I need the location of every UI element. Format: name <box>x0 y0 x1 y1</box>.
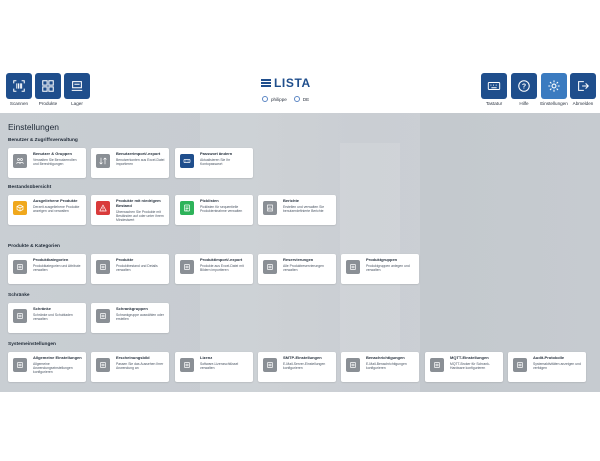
language-selector[interactable]: DE <box>302 96 310 102</box>
borrowed-products-icon <box>13 201 27 215</box>
settings-card-audit-log[interactable] <box>508 352 586 382</box>
reports-icon <box>263 201 277 215</box>
card-description: Systemaktivitäten anzeigen und verfolgen <box>533 361 581 370</box>
card-title: Erscheinungsbild <box>116 355 150 360</box>
card-description: Erstellen und verwalten Sie benutzerdefinierte Berichte <box>283 204 325 213</box>
smtp-icon <box>263 358 277 372</box>
settings-card-categories[interactable] <box>8 254 86 284</box>
bottom-area <box>0 392 600 461</box>
card-title: MQTT-Einstellungen <box>450 355 489 360</box>
warning-icon <box>96 201 110 215</box>
help-icon[interactable] <box>511 73 537 99</box>
settings-card-product-import[interactable] <box>175 254 253 284</box>
card-title: Picklisten <box>200 198 219 203</box>
password-icon <box>180 154 194 168</box>
keyboard-icon[interactable] <box>481 73 507 99</box>
logo-mark-icon <box>261 79 271 88</box>
card-description: E-Mail-Benachrichtigungen konfigurieren <box>366 361 407 370</box>
settings-card-license[interactable] <box>175 352 253 382</box>
settings-card-password[interactable] <box>175 148 253 178</box>
settings-card-users[interactable] <box>8 148 86 178</box>
barcode-scan-icon[interactable] <box>6 73 32 99</box>
user-icon <box>262 96 268 102</box>
settings-card-product-groups[interactable] <box>341 254 419 284</box>
card-title: Passwort ändern <box>200 151 233 156</box>
settings-card-products[interactable] <box>91 254 169 284</box>
users-icon <box>13 154 27 168</box>
card-title: Benutzer & Gruppen <box>33 151 72 156</box>
section-title: Systemeinstellungen <box>8 342 56 347</box>
license-icon <box>180 358 194 372</box>
card-title: Allgemeine Einstellungen <box>33 355 82 360</box>
page-title: Einstellungen <box>8 122 60 132</box>
settings-icon <box>13 358 27 372</box>
section-title: Bestandsübersicht <box>8 185 52 190</box>
card-title: Schränke <box>33 306 52 311</box>
card-description: Alle Produktreservierungen verwalten <box>283 263 324 272</box>
storage-label: Lager <box>71 101 83 106</box>
card-title: Produktgruppen <box>366 257 398 262</box>
card-description: Derzeit ausgeliehene Produkte anzeigen und verwalten <box>33 204 80 213</box>
appearance-icon <box>96 358 110 372</box>
reservations-icon <box>263 260 277 274</box>
card-description: Produktkategorien und Attribute verwalten <box>33 263 81 272</box>
card-title: Lizenz <box>200 355 213 360</box>
settings-card-import-export[interactable] <box>91 148 169 178</box>
card-title: Reservierungen <box>283 257 314 262</box>
audit-log-icon <box>513 358 527 372</box>
grid-products-icon[interactable] <box>35 73 61 99</box>
settings-label: Einstellungen <box>540 101 568 106</box>
user-name[interactable]: philippe <box>271 96 287 102</box>
keyboard-label: Tastatur <box>485 101 503 106</box>
mqtt-icon <box>430 358 444 372</box>
card-title: Produkte mit niedrigem Bestand <box>116 198 161 208</box>
products-label: Produkte <box>38 101 58 106</box>
card-title: Schrankgruppen <box>116 306 148 311</box>
import-export-icon <box>96 154 110 168</box>
picklist-icon <box>180 201 194 215</box>
categories-icon <box>13 260 27 274</box>
card-title: Produkte <box>116 257 134 262</box>
card-description: Überwachen Sie Produkte mit Beständen auf oder unter ihrem Mindestwert <box>116 209 164 222</box>
settings-card-mqtt[interactable] <box>425 352 503 382</box>
settings-card-cabinet[interactable] <box>8 303 86 333</box>
background-cabinet-door <box>340 143 400 363</box>
settings-card-notifications[interactable] <box>341 352 419 382</box>
card-title: Berichte <box>283 198 300 203</box>
card-title: Produktimport/-export <box>200 257 243 262</box>
card-description: MQTT-Broker für Schrank-Hardware konfigurieren <box>450 361 490 370</box>
card-description: Benutzerkonten aus Excel-Datei importieren <box>116 157 165 166</box>
card-description: Schrankgruppe auswählen oder erstellen <box>116 312 164 321</box>
card-description: Allgemeine Anwendungseinstellungen konfigurieren <box>33 361 73 374</box>
product-groups-icon <box>346 260 360 274</box>
settings-card-settings[interactable] <box>8 352 86 382</box>
products-icon <box>96 260 110 274</box>
svg-text:?: ? <box>521 83 527 91</box>
gear-icon[interactable] <box>541 73 567 99</box>
section-title: Schränke <box>8 293 30 298</box>
brand-logo <box>261 77 311 89</box>
help-label: Hilfe <box>519 101 529 106</box>
product-import-icon <box>180 260 194 274</box>
globe-icon <box>294 96 300 102</box>
settings-card-appearance[interactable] <box>91 352 169 382</box>
card-description: Produkte aus Excel-Datei mit Bildern importieren <box>200 263 244 272</box>
brand-name: LISTA <box>274 76 311 90</box>
card-title: Benachrichtigungen <box>366 355 405 360</box>
card-description: Schränke und Schubladen verwalten <box>33 312 73 321</box>
section-title: Produkte & Kategorien <box>8 244 60 249</box>
settings-card-borrowed-products[interactable] <box>8 195 86 225</box>
storage-icon[interactable] <box>64 73 90 99</box>
cabinet-group-icon <box>96 309 110 323</box>
card-title: Benutzerimport/-export <box>116 151 161 156</box>
card-title: SMTP-Einstellungen <box>283 355 322 360</box>
card-description: Produktgruppen anlegen und verwalten <box>366 263 410 272</box>
section-title: Benutzer & Zugriffsverwaltung <box>8 138 78 143</box>
cabinet-icon <box>13 309 27 323</box>
logout-icon[interactable] <box>570 73 596 99</box>
settings-card-smtp[interactable] <box>258 352 336 382</box>
card-description: Picklisten für sequentielle Produktentnahme verwalten <box>200 204 243 213</box>
settings-card-cabinet-group[interactable] <box>91 303 169 333</box>
settings-content <box>0 113 600 392</box>
card-description: Software-Lizenzschlüssel verwalten <box>200 361 239 370</box>
card-title: Produktkategorien <box>33 257 69 262</box>
card-description: Verwalten Sie Benutzerrollen und Berechtigungen <box>33 157 77 166</box>
card-description: Passen Sie das Aussehen Ihrer Anwendung an <box>116 361 164 370</box>
user-info <box>262 96 309 102</box>
card-title: Ausgeliehene Produkte <box>33 198 78 203</box>
settings-card-picklist[interactable] <box>175 195 253 225</box>
settings-card-reservations[interactable] <box>258 254 336 284</box>
settings-card-warning[interactable] <box>91 195 169 225</box>
card-description: Produktbestand und Details verwalten <box>116 263 158 272</box>
logout-label: Abmelden <box>572 101 594 106</box>
settings-card-reports[interactable] <box>258 195 336 225</box>
card-description: Aktualisieren Sie Ihr Kontopasswort <box>200 157 231 166</box>
scan-label: Scannen <box>9 101 29 106</box>
card-title: Audit-Protokolle <box>533 355 565 360</box>
card-description: E-Mail-Server-Einstellungen konfigurieren <box>283 361 326 370</box>
notifications-icon <box>346 358 360 372</box>
